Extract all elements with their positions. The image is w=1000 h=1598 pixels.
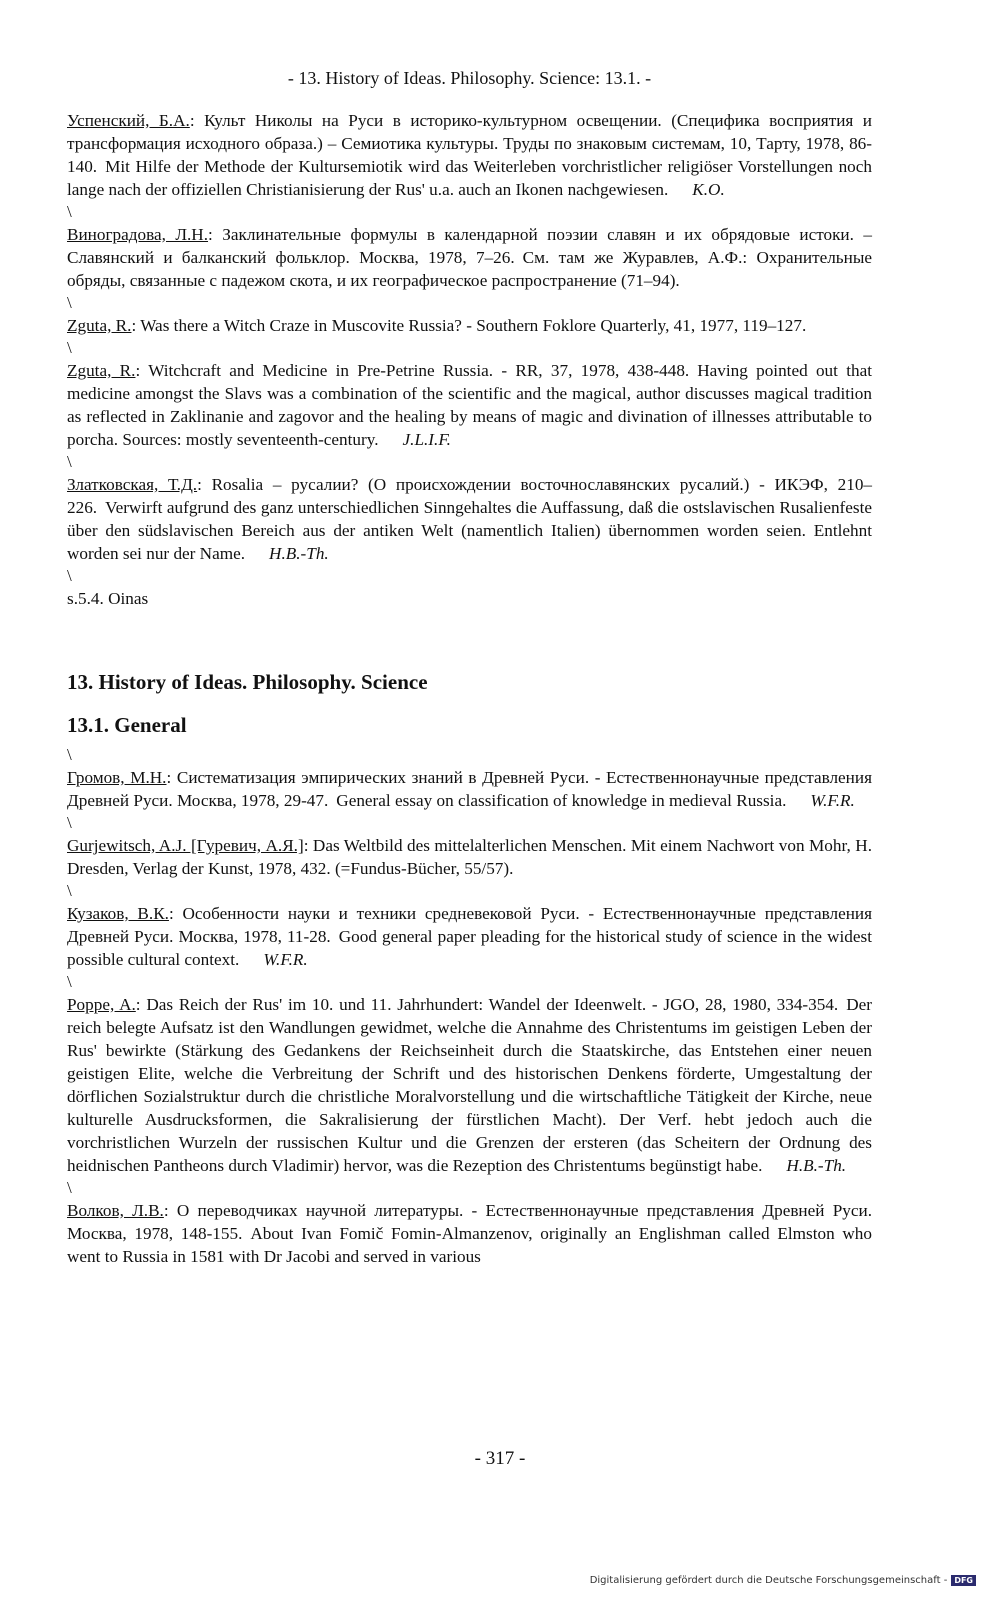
entry-author: Poppe, A. <box>67 995 136 1014</box>
footer-credit-text: Digitalisierung gefördert durch die Deutsche Forschungsgemeinschaft - <box>589 1575 948 1586</box>
bibliography-entry <box>67 223 872 292</box>
cross-reference: s.5.4. Oinas <box>67 589 149 608</box>
entry-author: Кузаков, В.К. <box>67 904 169 923</box>
entry-author: Gurjewitsch, A.J. [Гуревич, А.Я.] <box>67 836 304 855</box>
entry-author: Zguta, R. <box>67 316 132 335</box>
separator: \ <box>67 1178 72 1197</box>
entry-citation: : Witchcraft and Medicine in Pre-Petrine Russia. - RR, 37, 1978, 438-448. <box>135 361 690 380</box>
bibliography-entry <box>67 902 872 971</box>
entry-citation: : Rosalia – русалии? (О происхождении восточнославянских русалий.) - ИКЭФ, 210–226. <box>67 475 873 517</box>
entries-block-a <box>67 109 872 565</box>
entry-annotation: General essay on classification of knowledge in medieval Russia. <box>336 791 787 810</box>
entry-citation: : Систематизация эмпирических знаний в Древней Руси. - Естественнонаучные представления Древней Руси. Москва, 1978, 29-47. <box>67 768 872 810</box>
entry-annotation: Having pointed out that medicine amongst the Slavs was a combination of the scientific and the magical, author discusses magical tradition as reflected in Zaklinanie and zagovor and the healing by means of magic and divination of illnesses attributable to porcha. Sources: mostly seventeenth-century. <box>67 361 872 449</box>
bibliography-entry <box>67 834 872 880</box>
separator: \ <box>67 972 72 991</box>
footer-credit <box>590 1575 976 1586</box>
entry-annotation: About Ivan Fomič Fomin-Almanzenov, originally an Englishman called Elmston who went to Russia in 1581 with Dr Jacobi and served in various <box>67 1224 872 1266</box>
page-number: - 317 - <box>474 1448 526 1469</box>
entry-annotation: Der reich belegte Aufsatz ist den Wandlungen gewidmet, welche die Annahme des Christentums im geistigen Leben der Rus' bewirkte (Stärkung des Gedankens der Reichseinheit durch die Staatskirche, das Entstehen einer neuen geistigen Elite, welche die Verbreitung der Schrift und des historischen Denkens förderte, Umgestaltung der dörflichen Sozialstruktur durch die christliche Moralvorstellung und die wirtschaftliche Tätigkeit der Kirche, neue kulturelle Ausdrucksformen, die Sakralisierung der fürstlichen Macht). Der Verf. hebt jedoch auch die vorchristlichen Wurzeln der russischen Kultur und die Grenzen der ersteren (das Scheitern der Ordnung des heidnischen Pantheons durch Vladimir) hervor, was die Rezeption des Christentums begünstigt habe. <box>67 995 872 1175</box>
entry-author: Златковская, Т.Д. <box>67 475 198 494</box>
entry-citation: : Das Weltbild des mittelalterlichen Menschen. Mit einem Nachwort von Mohr, H. Dresden, Verlag der Kunst, 1978, 432. (=Fundus-Bücher, 55/57). <box>67 836 872 878</box>
entry-citation: : Особенности науки и техники средневековой Руси. - Естественнонаучные представления Древней Руси. Москва, 1978, 11-28. <box>67 904 873 946</box>
separator: \ <box>67 338 72 357</box>
entry-author: Волков, Л.В. <box>67 1201 164 1220</box>
separator: \ <box>67 566 72 585</box>
entry-annotation: См. там же Журавлев, А.Ф.: Охранительные обряды, связанные с падежом скота, и их географическое распространение (71–94). <box>67 248 872 290</box>
separator: \ <box>67 293 72 312</box>
entries-block-b <box>67 744 872 1268</box>
bibliography-entry <box>67 359 872 451</box>
dfg-logo: DFG <box>951 1575 976 1586</box>
entry-signature: H.B.-Th. <box>269 544 329 563</box>
separator: \ <box>67 813 72 832</box>
entry-signature: W.F.R. <box>263 950 308 969</box>
entry-citation: : О переводчиках научной литературы. - Естественнонаучные представления Древней Руси. Москва, 1978, 148-155. <box>67 1201 872 1243</box>
separator: \ <box>67 202 72 221</box>
bibliography-entry <box>67 109 872 201</box>
entry-signature: W.F.R. <box>810 791 855 810</box>
entry-author: Громов, М.Н. <box>67 768 167 787</box>
entry-annotation: Good general paper pleading for the historical study of science in the widest possible cultural context. <box>67 927 872 969</box>
separator: \ <box>67 881 72 900</box>
running-head: - 13. History of Ideas. Philosophy. Science: 13.1. - <box>287 68 652 88</box>
entry-annotation: Verwirft aufgrund des ganz unterschiedlichen Sinngehaltes die Auffassung, daß die ostslavischen Rusalienfeste über den südslavischen Bereich aus der antiken Welt (namentlich Italien) übernommen worden seien. Entlehnt worden sei nur der Name. <box>67 498 872 563</box>
bibliography-entry <box>67 473 872 565</box>
entry-annotation: Mit Hilfe der Methode der Kultursemiotik wird das Weiterleben vorchristlicher religiöser Vorstellungen noch lange nach der offiziellen Christianisierung der Rus' u.a. auch an Ikonen nachgewiesen. <box>67 157 872 199</box>
separator: \ <box>67 745 72 764</box>
entry-citation: : Заклинательные формулы в календарной поэзии славян и их обрядовые истоки. – Славянский и балканский фольклор. Москва, 1978, 7–26. <box>67 225 872 267</box>
entry-author: Успенский, Б.А. <box>67 111 190 130</box>
section-title: 13. History of Ideas. Philosophy. Science <box>67 670 428 694</box>
entry-signature: J.L.I.F. <box>402 430 451 449</box>
entry-signature: K.O. <box>692 180 725 199</box>
entry-signature: H.B.-Th. <box>786 1156 847 1175</box>
entry-author: Zguta, R. <box>67 361 136 380</box>
entry-citation: : Культ Николы на Руси в историко-культурном освещении. (Специфика восприятия и трансформация исходного образа.) – Семиотика культуры. Труды по знаковым системам, 10, Тарту, 1978, 86-140. <box>67 111 873 176</box>
bibliography-entry <box>67 1199 872 1268</box>
entry-author: Виноградова, Л.Н. <box>67 225 209 244</box>
entry-citation: : Das Reich der Rus' im 10. und 11. Jahrhundert: Wandel der Ideenwelt. - JGO, 28, 1980, 334-354. <box>135 995 839 1014</box>
bibliography-entry <box>67 993 872 1177</box>
bibliography-entry <box>67 766 872 812</box>
bibliography-entry <box>67 314 872 337</box>
bibliography-page <box>67 68 872 1268</box>
separator: \ <box>67 452 72 471</box>
entry-citation: : Was there a Witch Craze in Muscovite Russia? - Southern Foklore Quarterly, 41, 1977, 119–127. <box>131 316 807 335</box>
subsection-title: 13.1. General <box>67 713 187 737</box>
